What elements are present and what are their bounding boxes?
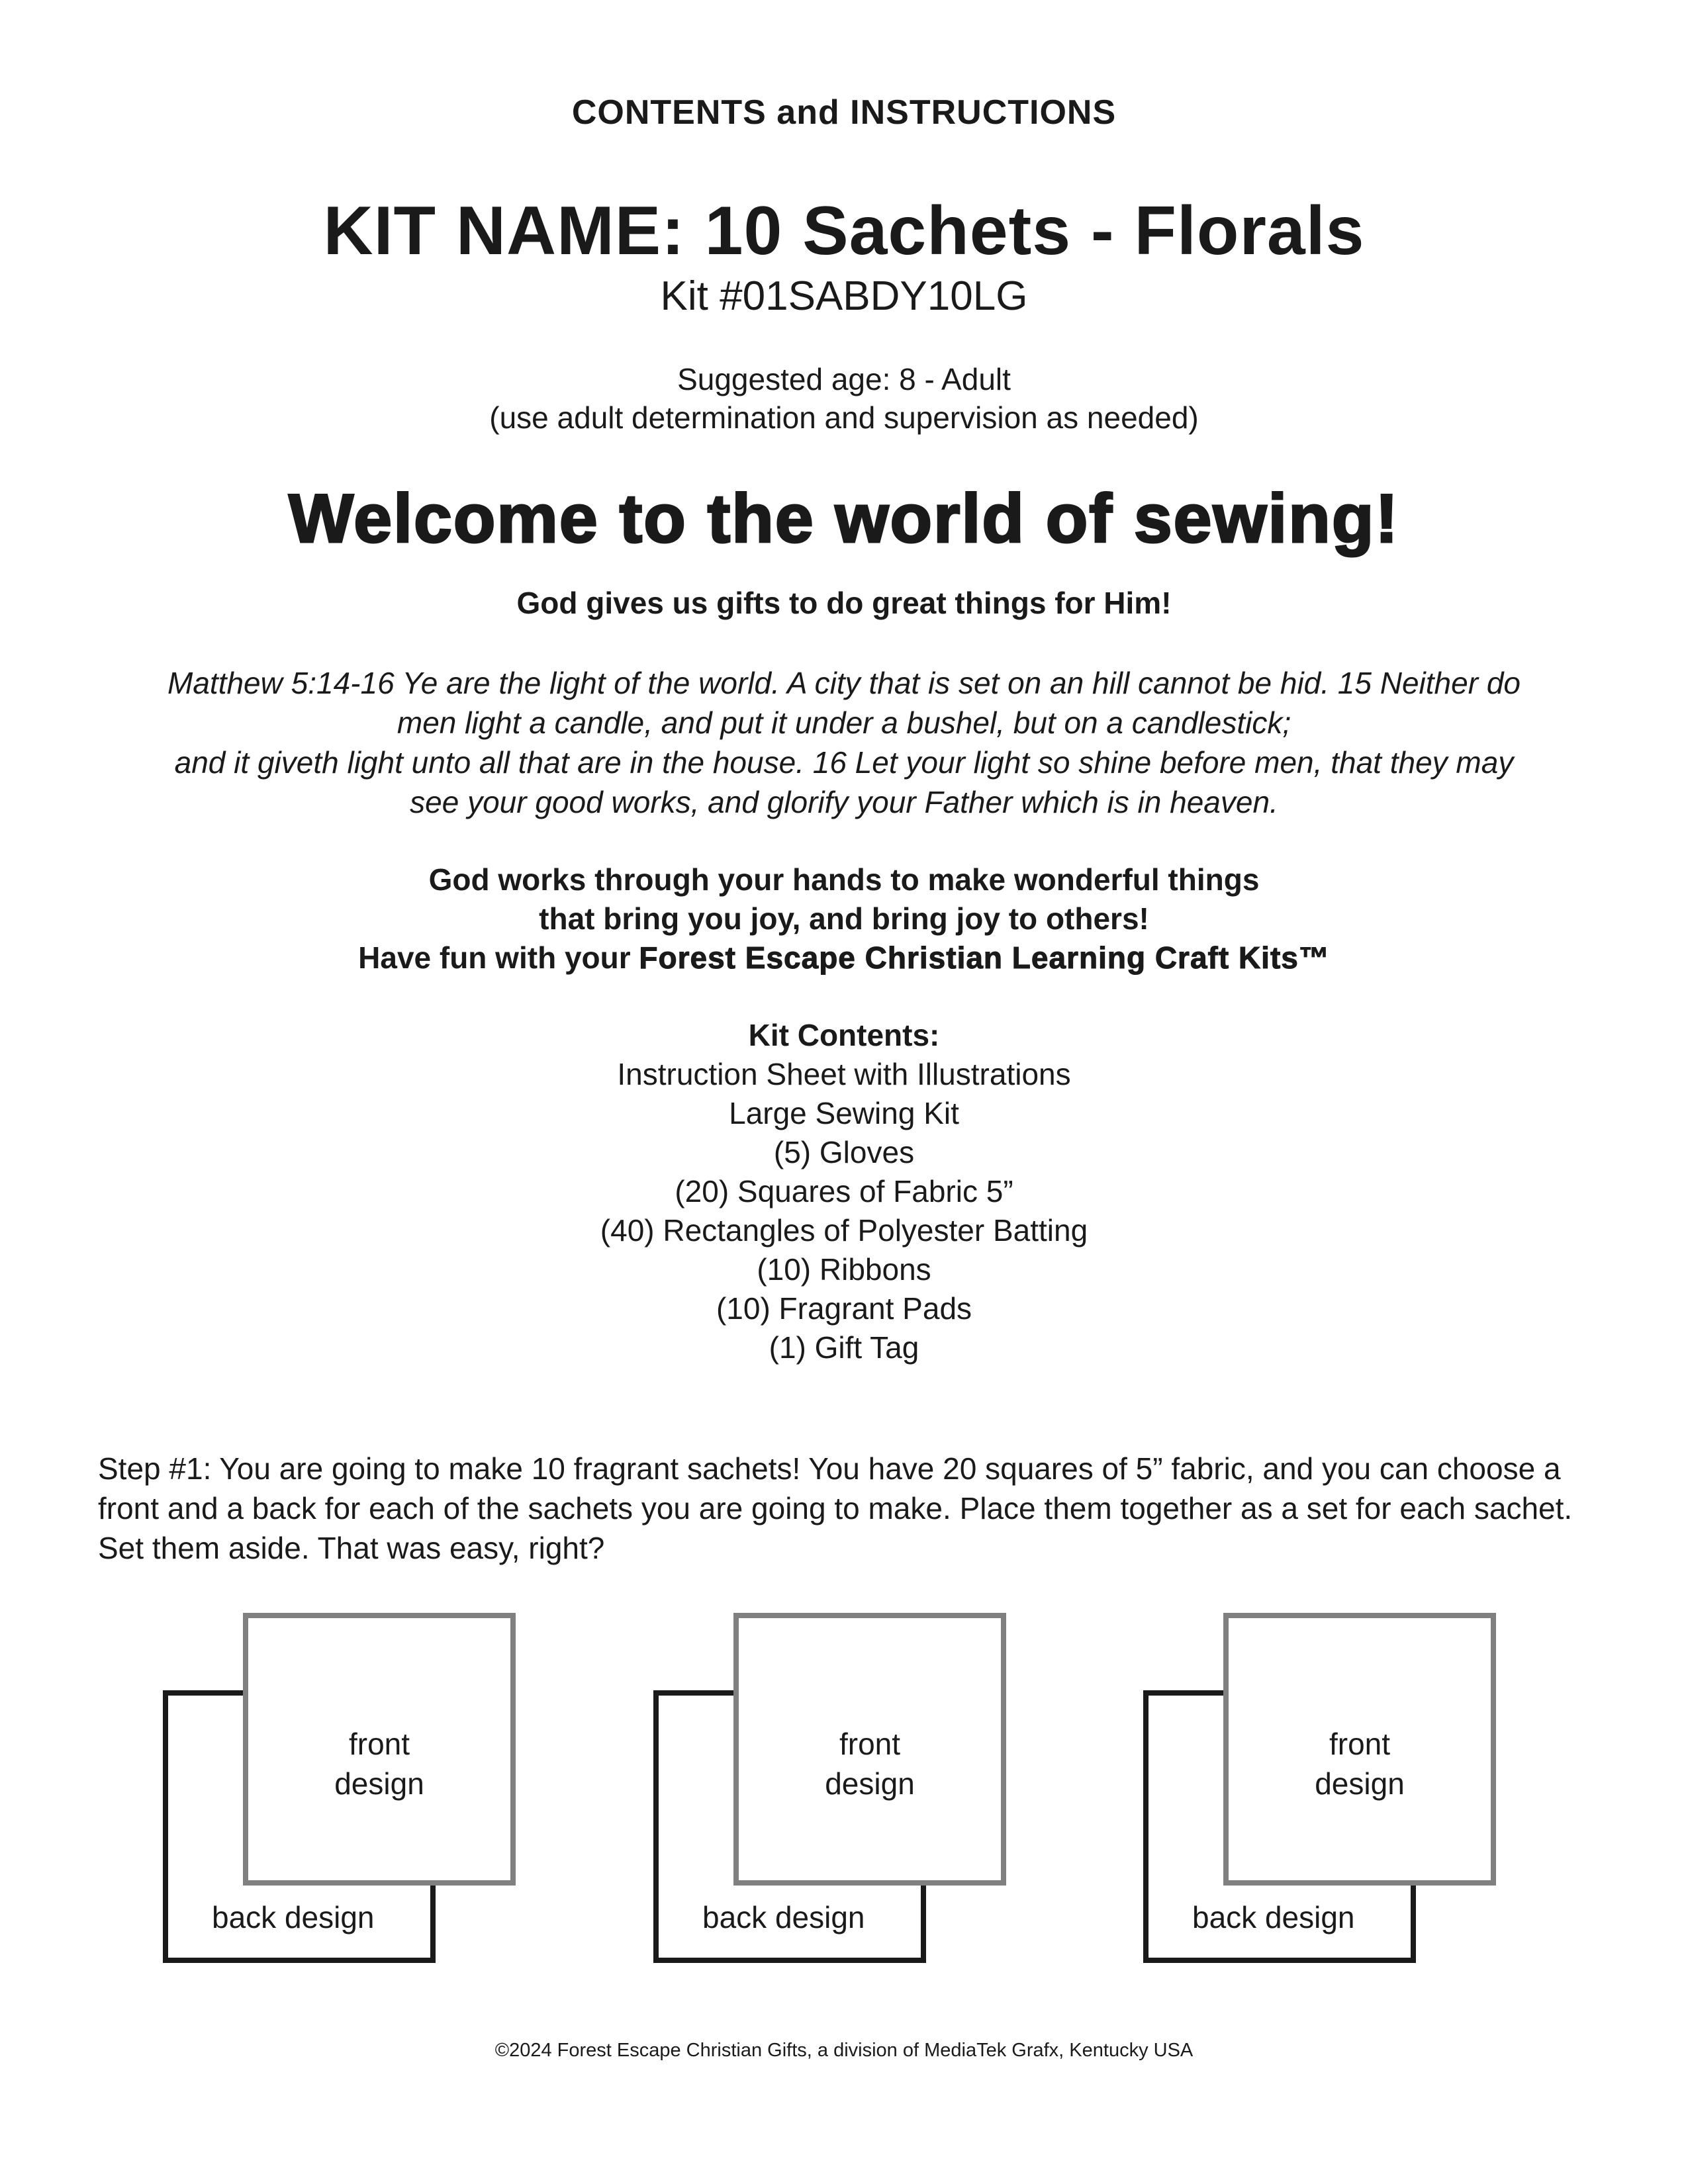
back-label: back design <box>1192 1900 1355 1934</box>
suggested-age: Suggested age: 8 - Adult <box>677 362 1011 396</box>
works-line: that bring you joy, and bring joy to others! <box>539 901 1149 936</box>
have-fun-line <box>0 938 1688 978</box>
list-item: (40) Rectangles of Polyester Batting <box>600 1213 1088 1248</box>
front-label <box>739 1724 1001 1803</box>
list-item: (10) Ribbons <box>757 1252 931 1287</box>
works-line: God works through your hands to make wonderful things <box>428 862 1260 897</box>
verse-line: men light a candle, and put it under a bushel, but on a candlestick; <box>397 705 1291 740</box>
list-item: Large Sewing Kit <box>729 1096 959 1130</box>
copyright-footer: ©2024 Forest Escape Christian Gifts, a division of MediaTek Grafx, Kentucky USA <box>494 2040 1194 2061</box>
step-1-instructions: Step #1: You are going to make 10 fragrant sachets! You have 20 squares of 5” fabric, and you can choose a front and a back for each of the sachets you are going to make. Place them together as a set for each sachet. Set them aside. That was easy, right? <box>98 1451 1573 1565</box>
welcome-heading: Welcome to the world of sewing! <box>289 480 1399 557</box>
back-label: back design <box>702 1900 865 1934</box>
document-header: CONTENTS and INSTRUCTIONS <box>571 93 1117 132</box>
front-label-line: front <box>348 1727 410 1761</box>
front-label-line: design <box>825 1766 915 1801</box>
kit-contents-heading: Kit Contents: <box>748 1018 940 1052</box>
scripture-verse <box>0 663 1688 822</box>
front-square <box>733 1613 1006 1886</box>
have-fun-text: Have fun with your <box>358 940 639 975</box>
front-label-line: design <box>1315 1766 1405 1801</box>
list-item: (10) Fragrant Pads <box>716 1291 972 1326</box>
front-label <box>1229 1724 1491 1803</box>
gifts-line: God gives us gifts to do great things for Him! <box>516 586 1172 620</box>
list-item: Instruction Sheet with Illustrations <box>617 1057 1071 1091</box>
front-label-line: front <box>839 1727 901 1761</box>
brand-name: Forest Escape Christian Learning Craft Kits™ <box>639 940 1330 975</box>
kit-number: Kit #01SABDY10LG <box>660 273 1028 319</box>
list-item: (1) Gift Tag <box>769 1330 919 1365</box>
kit-contents <box>0 1016 1688 1367</box>
kit-name: KIT NAME: 10 Sachets - Florals <box>323 193 1365 269</box>
front-square <box>1223 1613 1496 1886</box>
front-square <box>243 1613 516 1886</box>
verse-line: and it giveth light unto all that are in the house. 16 Let your light so shine before men, that they may <box>174 745 1514 780</box>
verse-line: see your good works, and glorify your Father which is in heaven. <box>410 785 1278 819</box>
verse-line: Matthew 5:14-16 Ye are the light of the world. A city that is set on an hill cannot be hid. 15 Neither do <box>167 666 1521 700</box>
front-label-line: front <box>1329 1727 1391 1761</box>
front-label <box>248 1724 510 1803</box>
back-label: back design <box>212 1900 375 1934</box>
supervision-note: (use adult determination and supervision as needed) <box>489 400 1199 435</box>
encouragement <box>0 860 1688 978</box>
list-item: (5) Gloves <box>773 1135 915 1169</box>
front-label-line: design <box>334 1766 424 1801</box>
list-item: (20) Squares of Fabric 5” <box>675 1174 1013 1208</box>
